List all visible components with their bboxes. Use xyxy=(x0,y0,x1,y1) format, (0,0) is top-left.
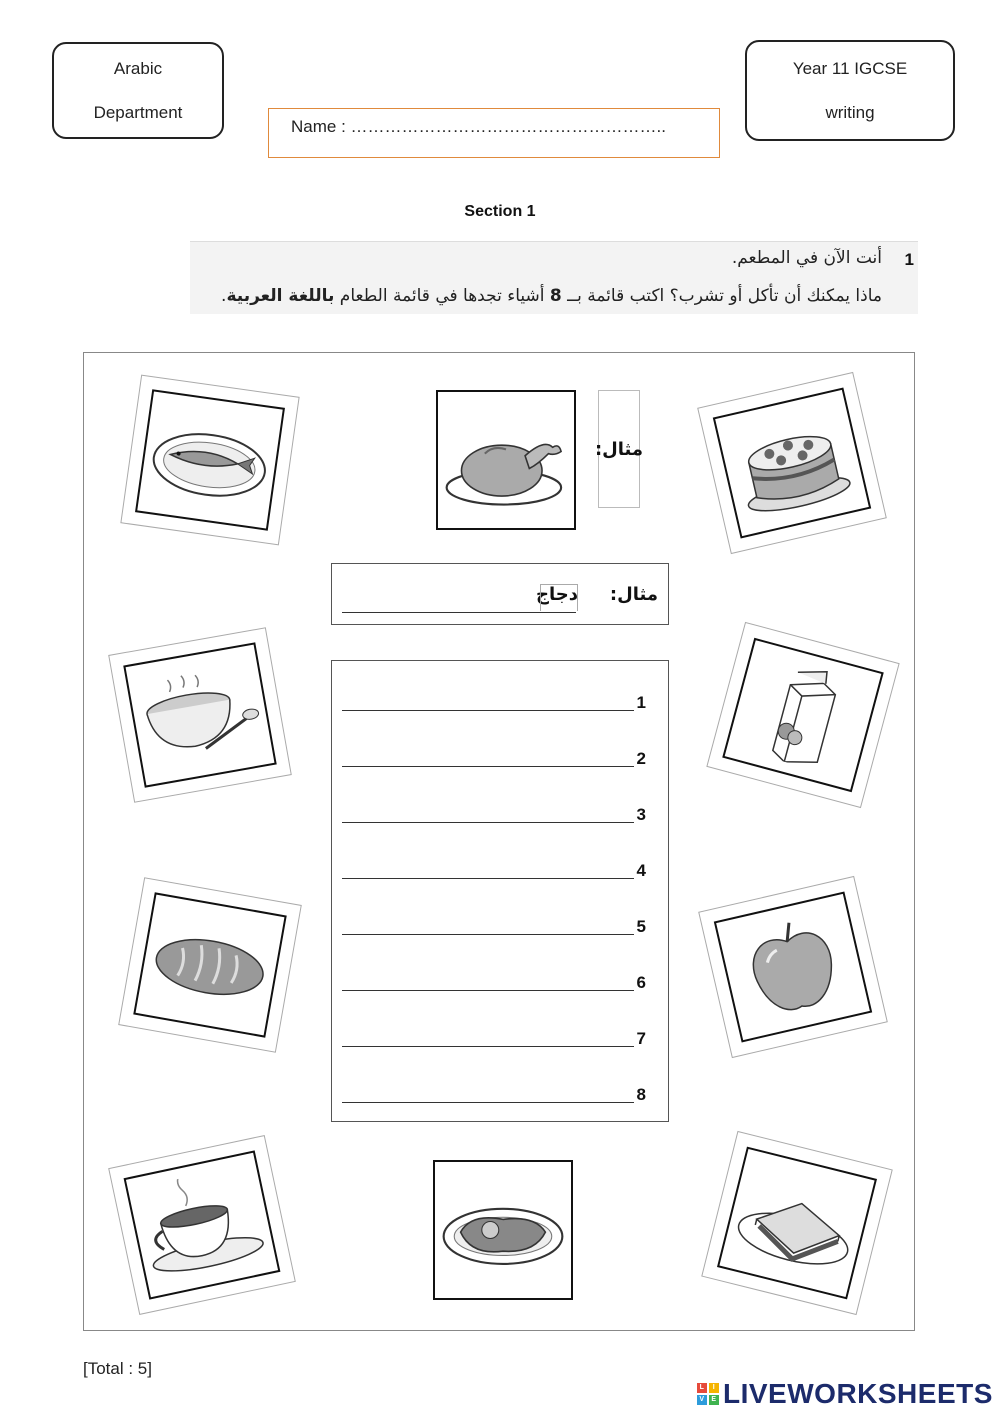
fish-card xyxy=(120,375,299,546)
example-answer-line xyxy=(342,612,576,613)
instruction-emphasis: باللغة العربية xyxy=(226,286,335,306)
answer-number: 4 xyxy=(636,861,646,880)
steak-icon xyxy=(439,1177,567,1283)
tea-cup-icon xyxy=(133,1164,271,1287)
fish-icon xyxy=(144,402,277,518)
brand-text: LIVEWORKSHEETS xyxy=(723,1378,993,1409)
instruction-part-b: أشياء تجدها في قائمة الطعام xyxy=(334,286,550,306)
section-title: Section 1 xyxy=(464,203,536,220)
example-answer-box-mark xyxy=(540,584,578,611)
answer-row[interactable] xyxy=(342,741,658,771)
name-field[interactable] xyxy=(268,108,720,158)
answer-number: 6 xyxy=(636,973,646,992)
example-label: مثال: xyxy=(609,584,658,605)
answer-number: 5 xyxy=(636,917,646,936)
logo-tile: E xyxy=(709,1395,719,1405)
name-label: Name : ……………………………………………….. xyxy=(291,117,666,136)
answer-line[interactable] xyxy=(342,1046,634,1047)
instruction-end: . xyxy=(221,286,227,306)
total-marks: [Total : 5] xyxy=(83,1359,152,1378)
instruction-line-1: أنت الآن في المطعم. xyxy=(731,248,882,268)
answer-line[interactable] xyxy=(342,766,634,767)
answer-row[interactable] xyxy=(342,853,658,883)
answer-line[interactable] xyxy=(342,934,634,935)
answer-number: 1 xyxy=(636,693,646,712)
chicken-picture xyxy=(436,390,576,530)
bread-card xyxy=(118,877,302,1053)
year-line1: Year 11 IGCSE xyxy=(792,58,908,78)
bread-icon xyxy=(142,905,278,1024)
answer-row[interactable] xyxy=(342,965,658,995)
department-box xyxy=(52,42,224,139)
department-line1: Arabic xyxy=(113,58,163,78)
answer-row[interactable] xyxy=(342,1077,658,1107)
instruction-part-a: ماذا يمكنك أن تأكل أو تشرب؟ اكتب قائمة بــ xyxy=(561,286,882,306)
orange-juice-carton-icon xyxy=(732,651,874,779)
steak-picture xyxy=(433,1160,573,1300)
instruction-line-2 xyxy=(221,286,882,306)
answer-line[interactable] xyxy=(342,1102,634,1103)
answer-row[interactable] xyxy=(342,1021,658,1051)
answer-row[interactable] xyxy=(342,909,658,939)
roast-chicken-icon xyxy=(442,407,570,513)
answer-line[interactable] xyxy=(342,990,634,991)
answer-number: 8 xyxy=(636,1085,646,1104)
answers-box xyxy=(331,660,669,1122)
answer-line[interactable] xyxy=(342,710,634,711)
liveworksheets-logo-icon xyxy=(697,1383,719,1405)
answer-line[interactable] xyxy=(342,822,634,823)
sandwich-icon xyxy=(727,1160,868,1286)
year-box xyxy=(745,40,955,141)
logo-tile: L xyxy=(697,1383,707,1393)
question-number: 1 xyxy=(904,250,914,269)
example-side-label: مثال: xyxy=(598,390,640,508)
answer-line[interactable] xyxy=(342,878,634,879)
instruction-count: 8 xyxy=(549,286,562,306)
answer-number: 3 xyxy=(636,805,646,824)
answer-number: 2 xyxy=(636,749,646,768)
example-box xyxy=(331,563,669,625)
soup-bowl-icon xyxy=(132,655,268,774)
apple-icon xyxy=(723,905,862,1029)
example-answer: دجاج xyxy=(536,584,578,605)
instructions xyxy=(190,241,918,314)
logo-tile: V xyxy=(697,1395,707,1405)
cake-icon xyxy=(722,401,861,525)
year-line2: writing xyxy=(825,102,875,122)
logo-tile: I xyxy=(709,1383,719,1393)
answer-number: 7 xyxy=(636,1029,646,1048)
soup-card xyxy=(108,627,292,803)
liveworksheets-brand[interactable] xyxy=(697,1378,993,1410)
department-line2: Department xyxy=(93,102,183,122)
answer-row[interactable] xyxy=(342,685,658,715)
answer-row[interactable] xyxy=(342,797,658,827)
